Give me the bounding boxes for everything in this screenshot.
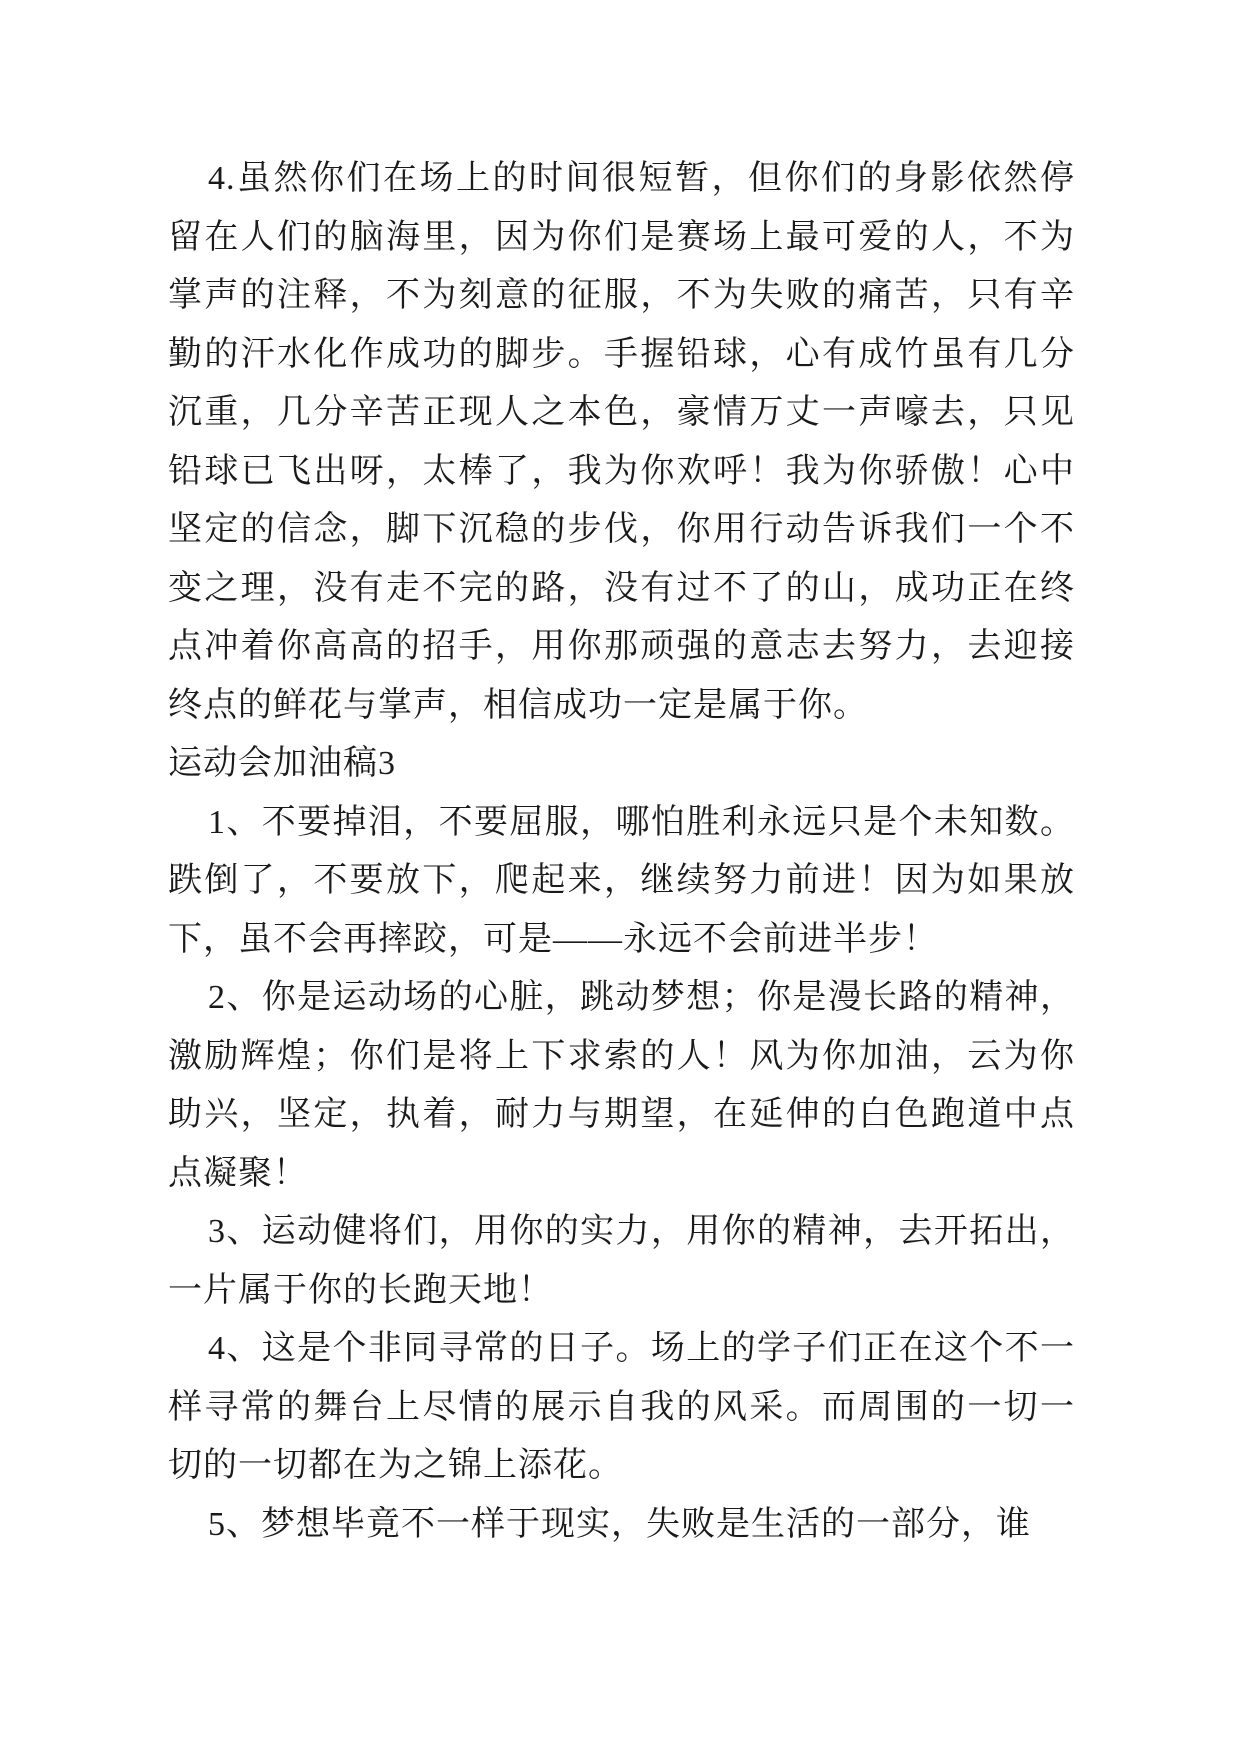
paragraph-1: 1、不要掉泪，不要屈服，哪怕胜利永远只是个未知数。跌倒了，不要放下，爬起来，继续努力前进！因为如果放下，虽不会再摔跤，可是——永远不会前进半步！ (168, 803, 1075, 958)
paragraph-3: 3、运动健将们，用你的实力，用你的精神，去开拓出，一片属于你的长跑天地！ (168, 1213, 1075, 1309)
section-heading: 运动会加油稿3 (168, 745, 396, 782)
document-body (168, 150, 1075, 1554)
paragraph-4-shotput: 4.虽然你们在场上的时间很短暂，但你们的身影依然停留在人们的脑海里，因为你们是赛场上最可爱的人，不为掌声的注释，不为刻意的征服，不为失败的痛苦，只有辛勤的汗水化作成功的脚步。手握铅球，心有成竹虽有几分沉重，几分辛苦正现人之本色，豪情万丈一声嚎去，只见铅球已飞出呀，太棒了，我为你欢呼！我为你骄傲！心中坚定的信念，脚下沉稳的步伐，你用行动告诉我们一个不变之理，没有走不完的路，没有过不了的山，成功正在终点冲着你高高的招手，用你那顽强的意志去努力，去迎接终点的鲜花与掌声，相信成功一定是属于你。 (168, 160, 1075, 724)
paragraph-4: 4、这是个非同寻常的日子。场上的学子们正在这个不一样寻常的舞台上尽情的展示自我的风采。而周围的一切一切的一切都在为之锦上添花。 (168, 1330, 1075, 1484)
paragraph-2: 2、你是运动场的心脏，跳动梦想；你是漫长路的精神，激励辉煌；你们是将上下求索的人！风为你加油，云为你助兴，坚定，执着，耐力与期望，在延伸的白色跑道中点点凝聚！ (168, 979, 1075, 1192)
paragraph-5-truncated: 5、梦想毕竟不一样于现实，失败是生活的一部分，谁 (208, 1505, 1031, 1543)
